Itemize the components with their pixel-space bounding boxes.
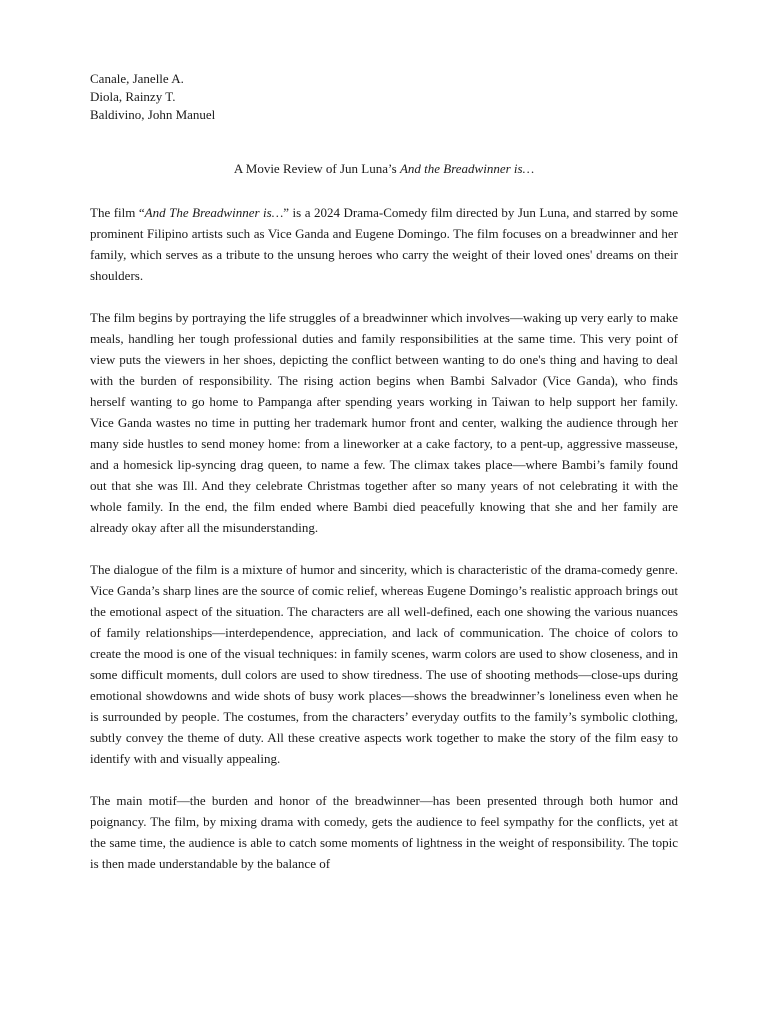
review-title-prefix: A Movie Review of Jun Luna’s [233, 161, 400, 176]
author-name: Diola, Rainzy T. [90, 89, 176, 104]
paragraph-theme: The main motif—the burden and honor of the breadwinner—has been presented through both humor and poignancy. The film, by mixing drama with comedy, gets the audience to feel sympathy for the conflicts, yet at the same time, the audience is able to catch some moments of lightness in the weight of responsibility. The topic is then made understandable by the balance of [90, 793, 678, 871]
paragraph-technique: The dialogue of the film is a mixture of humor and sincerity, which is characteristic of the drama-comedy genre. Vice Ganda’s sharp lines are the source of comic relief, whereas Eugene Domingo’s realistic approach brings out the emotional aspect of the situation. The characters are all well-defined, each one showing the various nuances of family relationships—interdependence, appreciation, and lack of communication. The choice of colors to create the mood is one of the visual techniques: in family scenes, warm colors are used to show closeness, and in some difficult moments, dull colors are used to show tiredness. The use of shooting methods—close-ups during emotional showdowns and wide shots of busy work places—shows the breadwinner’s loneliness even when he is surrounded by people. The costumes, from the characters’ everyday outfits to the family’s symbolic clothing, subtly convey the theme of duty. All these creative aspects work together to make the story of the film easy to identify with and visually appealing. [90, 562, 678, 766]
paragraph-intro-rest: ” is a 2024 Drama-Comedy film directed by Jun Luna, and starred by some prominent Filipino artists such as Vice Ganda and Eugene Domingo. The film focuses on a breadwinner and her family, which serves as a tribute to the unsung heroes who carry the weight of their loved ones' dreams on their shoulders. [90, 205, 678, 283]
author-name: Baldivino, John Manuel [90, 107, 216, 122]
author-list [90, 70, 678, 124]
paragraph-plot: The film begins by portraying the life struggles of a breadwinner which involves—waking up very early to make meals, handling her tough professional duties and family responsibilities at the same time. This very point of view puts the viewers in her shoes, depicting the conflict between wanting to do one's thing and having to deal with the burden of responsibility. The rising action begins when Bambi Salvador (Vice Ganda), who finds herself wanting to go home to Pampanga after spending years working in Taiwan to help support her family. Vice Ganda wastes no time in putting her trademark humor front and center, walking the audience through her many side hustles to send money home: from a lineworker at a cake factory, to a pent-up, aggressive masseuse, and a homesick lip-syncing drag queen, to name a few. The climax takes place—where Bambi’s family found out that she was Ill. And they celebrate Christmas together after so many years of not celebrating it with the whole family. In the end, the film ended where Bambi died peacefully knowing that she and her family are already okay after all the misunderstanding. [90, 310, 678, 535]
author-name: Canale, Janelle A. [90, 71, 184, 86]
review-title-film: And the Breadwinner is… [399, 161, 535, 176]
paragraph-intro [90, 202, 678, 286]
review-title [90, 160, 678, 178]
paragraph-intro-lead: The film “ [90, 205, 145, 220]
document-page [90, 70, 678, 874]
paragraph-intro-film: And The Breadwinner is… [144, 205, 284, 220]
